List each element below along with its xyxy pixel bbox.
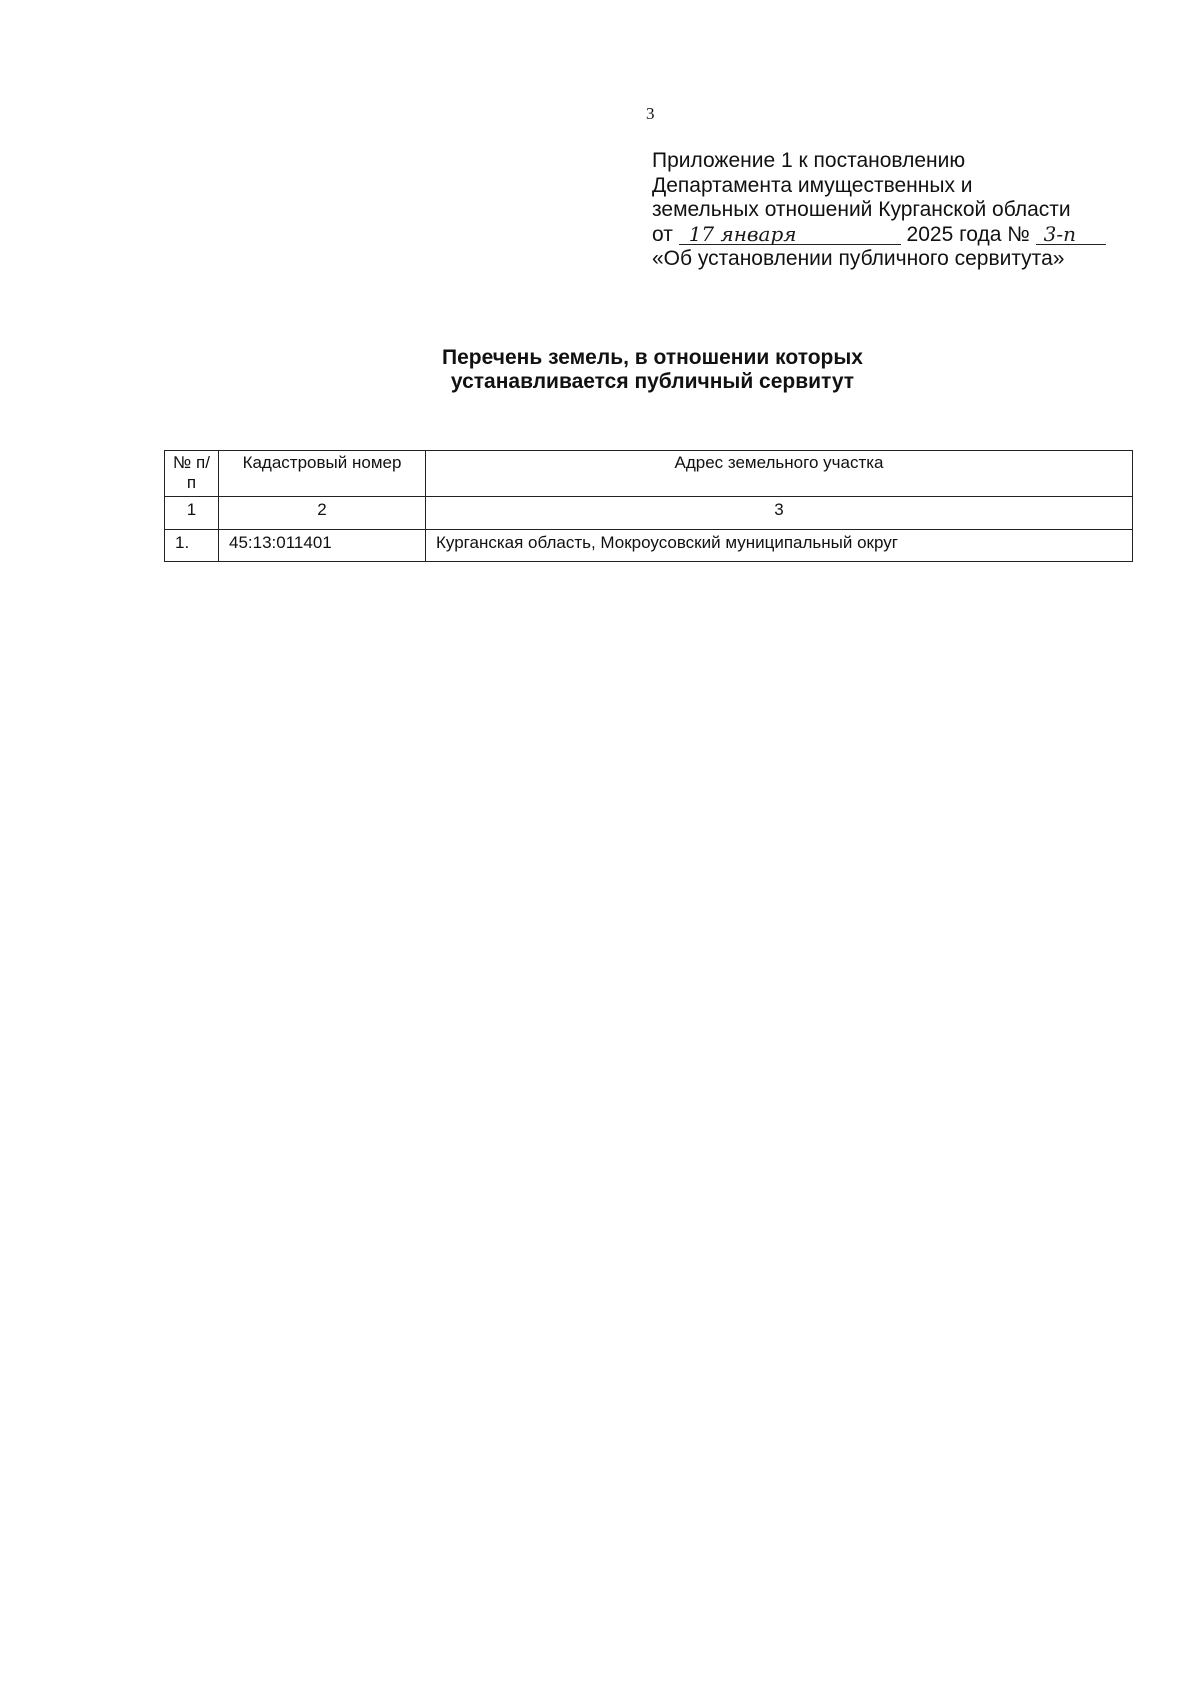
appendix-line-1: Приложение 1 к постановлению (652, 149, 966, 172)
column-number-2: 2 (219, 497, 426, 530)
handwritten-number: 3-п (1036, 224, 1106, 245)
row-cadastral: 45:13:011401 (219, 530, 426, 562)
document-title (0, 346, 1200, 394)
appendix-line-2: Департамента имущественных и (652, 173, 973, 197)
appendix-block (652, 149, 1172, 272)
appendix-line-3: земельных отношений Курганской области (652, 198, 1071, 221)
row-num: 1. (165, 530, 219, 562)
from-label: от (652, 222, 673, 246)
column-number-3: 3 (426, 497, 1133, 530)
column-number-1: 1 (165, 497, 219, 530)
row-address: Курганская область, Мокроусовский муниципальный округ (426, 530, 1133, 562)
year-text: 2025 года № (906, 222, 1030, 246)
table-row (165, 530, 1133, 562)
header-num: № п/п (165, 451, 219, 497)
appendix-line-5: «Об установлении публичного сервитута» (652, 247, 1065, 270)
table-header-row (165, 451, 1133, 497)
column-number-row (165, 497, 1133, 530)
land-table (164, 450, 1133, 562)
header-address: Адрес земельного участка (426, 451, 1133, 497)
handwritten-date: 17 января (679, 224, 901, 245)
header-cadastral: Кадастровый номер (219, 451, 426, 497)
title-line-2: устанавливается публичный сервитут (450, 370, 855, 393)
page-number: 3 (646, 104, 655, 123)
title-line-1: Перечень земель, в отношении которых (442, 346, 863, 369)
appendix-date-line (652, 223, 1172, 248)
